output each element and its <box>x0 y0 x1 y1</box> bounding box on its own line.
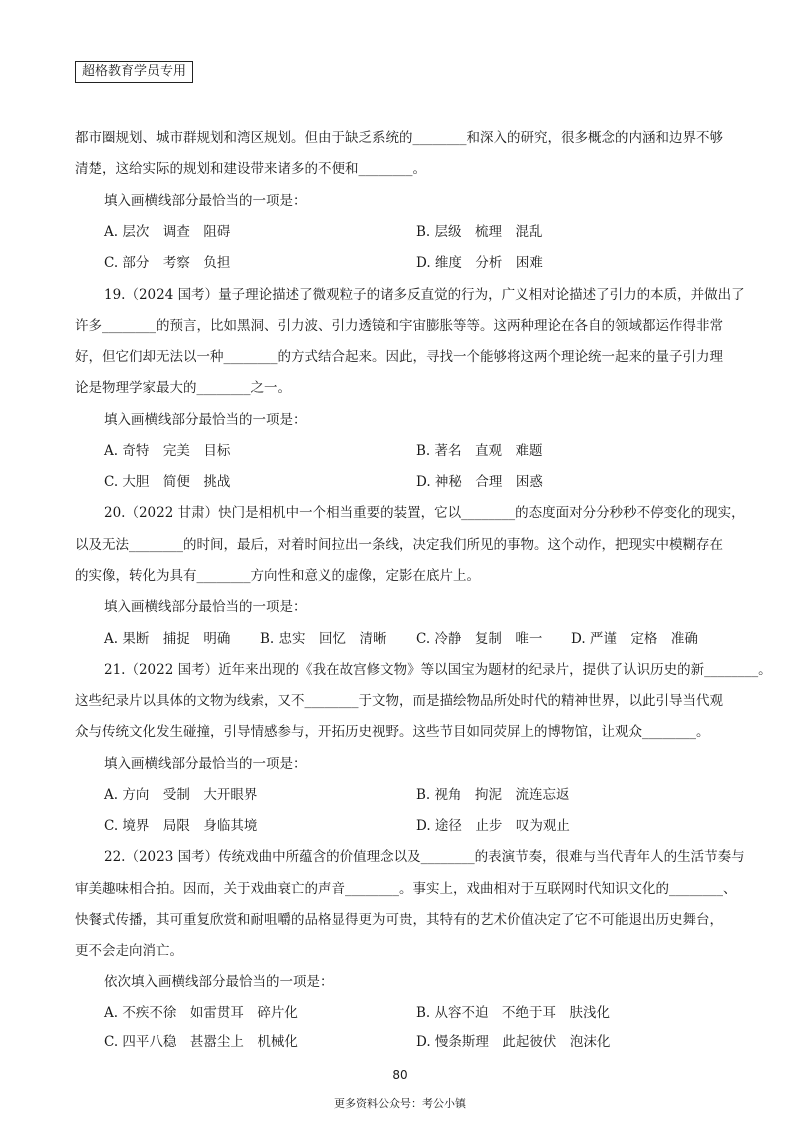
q21-line-2: 这些纪录片以具体的文物为线索，又不________于文物，而是描绘物品所处时代的精神世界，以此引导当代观 <box>75 693 723 709</box>
q22-option-c: C. 四平八稳 甚嚣尘上 机械化 <box>104 1034 298 1050</box>
q19-line-1: 19.（2024 国考）量子理论描述了微观粒子的诸多反直觉的行为，广义相对论描述了引力的本质，并做出了 <box>104 287 745 303</box>
q18-line-1: 都市圈规划、城市群规划和湾区规划。但由于缺乏系统的________和深入的研究，很多概念的内涵和边界不够 <box>75 130 723 146</box>
q22-option-d: D. 慢条斯理 此起彼伏 泡沫化 <box>416 1034 611 1050</box>
q19-option-d: D. 神秘 合理 困惑 <box>416 474 543 490</box>
q22-line-1: 22.（2023 国考）传统戏曲中所蕴含的价值理念以及________的表演节奏，很难与当代青年人的生活节奏与 <box>104 849 745 865</box>
q20-line-2: 以及无法________的时间，最后，对着时间拉出一条线，决定我们所见的事物。这个动作，把现实中模糊存在 <box>75 537 723 553</box>
q21-option-b: B. 视角 拘泥 流连忘返 <box>416 787 570 803</box>
q20-option-d: D. 严谨 定格 准确 <box>571 631 698 647</box>
q22-option-b: B. 从容不迫 不绝于耳 肤浅化 <box>416 1005 611 1021</box>
q19-line-3: 好，但它们却无法以一种________的方式结合起来。因此，寻找一个能够将这两个理论统一起来的量子引力理 <box>75 349 723 365</box>
q18-option-b: B. 层级 梳理 混乱 <box>416 224 543 240</box>
q20-option-a: A. 果断 捕捉 明确 <box>104 631 231 647</box>
q19-option-a: A. 奇特 完美 目标 <box>104 443 231 459</box>
q20-option-b: B. 忠实 回忆 清晰 <box>260 631 387 647</box>
q21-option-d: D. 途径 止步 叹为观止 <box>416 818 570 834</box>
q19-prompt: 填入画横线部分最恰当的一项是： <box>104 412 307 428</box>
q22-option-a: A. 不疾不徐 如雷贯耳 碎片化 <box>104 1005 298 1021</box>
q22-line-4: 更不会走向消亡。 <box>75 943 183 959</box>
q19-line-4: 论是物理学家最大的________之一。 <box>75 380 291 396</box>
q22-line-3: 快餐式传播，其可重复欣赏和耐咀嚼的品格显得更为可贵，其特有的艺术价值决定了它不可能退出历史舞台， <box>75 912 723 928</box>
q20-line-1: 20.（2022 甘肃）快门是相机中一个相当重要的装置，它以________的态度面对分分秒秒不停变化的现实， <box>104 505 745 521</box>
q21-option-c: C. 境界 局限 身临其境 <box>104 818 258 834</box>
q20-option-c: C. 冷静 复制 唯一 <box>416 631 543 647</box>
q22-prompt: 依次填入画横线部分最恰当的一项是： <box>104 974 334 990</box>
q21-line-1: 21.（2022 国考）近年来出现的《我在故宫修文物》等以国宝为题材的纪录片，提供了认识历史的新________。 <box>104 662 772 678</box>
q18-option-a: A. 层次 调查 阻碍 <box>104 224 231 240</box>
q19-option-c: C. 大胆 简便 挑战 <box>104 474 231 490</box>
q19-option-b: B. 著名 直观 难题 <box>416 443 543 459</box>
footer-note: 更多资料公众号：考公小镇 <box>334 1097 466 1110</box>
page-number: 80 <box>392 1068 408 1082</box>
q21-option-a: A. 方向 受制 大开眼界 <box>104 787 258 803</box>
watermark-label: 超格教育学员专用 <box>75 61 193 83</box>
q20-prompt: 填入画横线部分最恰当的一项是： <box>104 599 307 615</box>
q20-line-3: 的实像，转化为具有________方向性和意义的虚像，定影在底片上。 <box>75 568 480 584</box>
q18-prompt: 填入画横线部分最恰当的一项是： <box>104 193 307 209</box>
q21-line-3: 众与传统文化发生碰撞，引导情感参与，开拓历史视野。这些节目如同荧屏上的博物馆，让观众________。 <box>75 724 710 740</box>
q18-option-c: C. 部分 考察 负担 <box>104 255 231 271</box>
q18-line-2: 清楚，这给实际的规划和建设带来诸多的不便和________。 <box>75 161 426 177</box>
q19-line-2: 许多________的预言，比如黑洞、引力波、引力透镜和宇宙膨胀等等。这两种理论在各自的领域都运作得非常 <box>75 318 723 334</box>
q21-prompt: 填入画横线部分最恰当的一项是： <box>104 756 307 772</box>
q18-option-d: D. 维度 分析 困难 <box>416 255 543 271</box>
q22-line-2: 审美趣味相合拍。因而，关于戏曲衰亡的声音________。事实上，戏曲相对于互联网时代知识文化的________、 <box>75 881 737 897</box>
